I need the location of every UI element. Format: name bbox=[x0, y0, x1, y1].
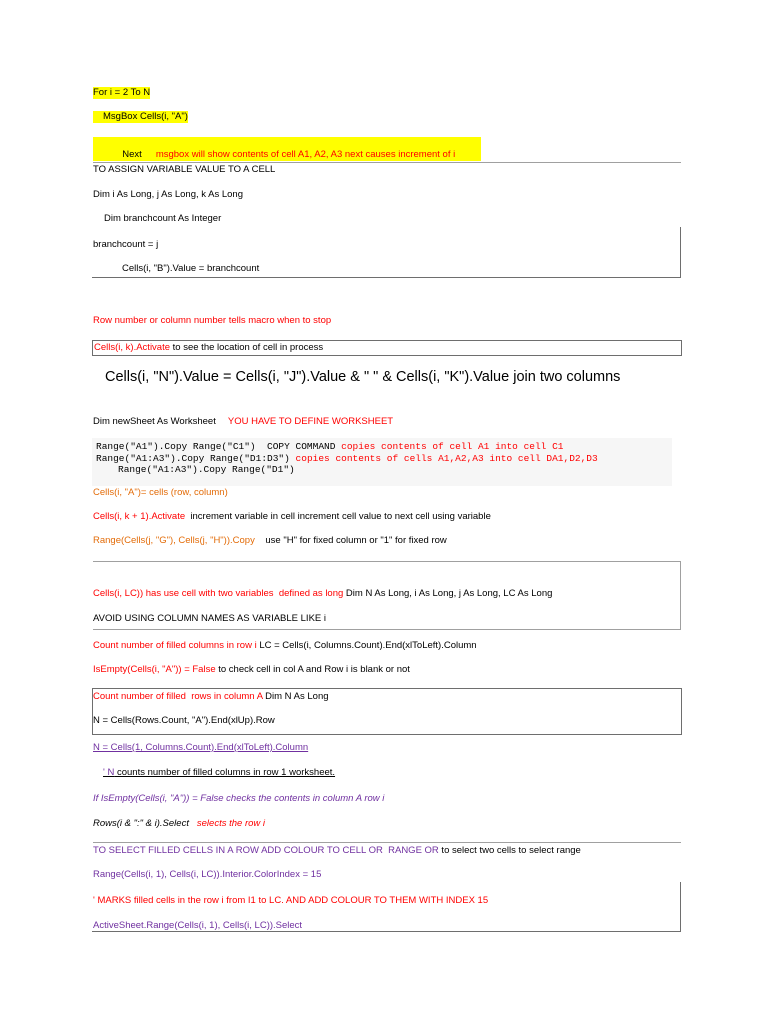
cells-value-line: Cells(i, "B").Value = branchcount bbox=[122, 263, 260, 274]
divider bbox=[93, 842, 681, 843]
cells-rowcol-line: Cells(i, "A")= cells (row, column) bbox=[93, 487, 228, 498]
count-rows-line bbox=[93, 691, 329, 703]
n-rows-line: N = Cells(Rows.Count, "A").End(xlUp).Row bbox=[93, 715, 275, 726]
comment-n-prefix: ' N bbox=[103, 767, 115, 778]
copy1-code: Range("A1").Copy Range("C1") COPY COMMAND bbox=[96, 441, 342, 452]
active-sheet-line: ActiveSheet.Range(Cells(i, 1), Cells(i, LC)).Select bbox=[93, 920, 303, 931]
divider bbox=[93, 629, 681, 630]
if-isempty-line: If IsEmpty(Cells(i, "A")) = False checks the contents in column A row i bbox=[93, 793, 385, 804]
count-rows-black: Dim N As Long bbox=[262, 691, 329, 702]
range-copy-line bbox=[93, 535, 447, 547]
isempty-red: IsEmpty(Cells(i, "A")) = False bbox=[93, 664, 216, 675]
next-line bbox=[93, 137, 481, 161]
activate-code: Cells(i, k).Activate bbox=[94, 342, 171, 353]
row-number-note: Row number or column number tells macro when to stop bbox=[93, 315, 332, 326]
comment-n-line bbox=[93, 767, 335, 779]
divider bbox=[93, 162, 681, 163]
define-ws-note: YOU HAVE TO DEFINE WORKSHEET bbox=[227, 416, 394, 427]
copy3-line: Range("A1:A3").Copy Range("D1") bbox=[118, 464, 295, 475]
branch-eq-line: branchcount = j bbox=[93, 239, 159, 250]
marks-note-line: ' MARKS filled cells in the row i from I1 to LC. AND ADD COLOUR TO THEM WITH INDEX 15 bbox=[93, 895, 489, 906]
select-filled-line bbox=[93, 845, 581, 857]
increment-note: increment variable in cell increment cell value to next cell using variable bbox=[185, 511, 491, 522]
dim-newsheet-line bbox=[93, 416, 393, 428]
range-interior-line: Range(Cells(i, 1), Cells(i, LC)).Interior.ColorIndex = 15 bbox=[93, 869, 322, 880]
rows-select-note: selects the row i bbox=[188, 818, 265, 829]
dim-ijk-line: Dim i As Long, j As Long, k As Long bbox=[93, 189, 243, 200]
next-note: msgbox will show contents of cell A1, A2, A3 next causes increment of i bbox=[155, 149, 456, 160]
copy2-code: Range("A1:A3").Copy Range("D1:D3") bbox=[96, 453, 296, 464]
select-filled-black: to select two cells to select range bbox=[438, 845, 581, 856]
increment-line bbox=[93, 511, 491, 523]
for-loop-line: For i = 2 To N bbox=[93, 87, 151, 98]
join-columns-line: Cells(i, "N").Value = Cells(i, "J").Value & " " & Cells(i, "K").Value join two columns bbox=[105, 369, 621, 385]
divider bbox=[680, 561, 681, 630]
copy1-note: copies contents of cell A1 into cell C1 bbox=[341, 441, 564, 452]
activate-note: to see the location of cell in process bbox=[170, 342, 324, 353]
count-cols-red: Count number of filled columns in row i bbox=[93, 640, 257, 651]
two-vars-line bbox=[93, 588, 552, 600]
dim-branch-line: Dim branchcount As Integer bbox=[104, 213, 222, 224]
activate-line bbox=[94, 342, 323, 354]
isempty-line bbox=[93, 664, 410, 676]
two-vars-red: Cells(i, LC)) has use cell with two variables defined as long bbox=[93, 588, 344, 599]
count-cols-black: LC = Cells(i, Columns.Count).End(xlToLeft).Column bbox=[256, 640, 477, 651]
next-keyword: Next bbox=[122, 149, 142, 160]
two-vars-black: Dim N As Long, i As Long, j As Long, LC As Long bbox=[343, 588, 553, 599]
assign-heading: TO ASSIGN VARIABLE VALUE TO A CELL bbox=[93, 164, 276, 175]
range-copy-code: Range(Cells(j, "G"), Cells(j, "H")).Copy bbox=[93, 535, 255, 546]
select-filled-purple: TO SELECT FILLED CELLS IN A ROW ADD COLOUR TO CELL OR RANGE OR bbox=[93, 845, 439, 856]
comment-n-text: counts number of filled columns in row 1 worksheet. bbox=[114, 767, 336, 778]
increment-code: Cells(i, k + 1).Activate bbox=[93, 511, 186, 522]
isempty-black: to check cell in col A and Row i is blank or not bbox=[215, 664, 410, 675]
copy1-line bbox=[96, 441, 563, 453]
rows-select-code: Rows(i & ":" & i).Select bbox=[93, 818, 189, 829]
n-cols-row1-line: N = Cells(1, Columns.Count).End(xlToLeft).Column bbox=[93, 742, 309, 753]
avoid-names-line: AVOID USING COLUMN NAMES AS VARIABLE LIKE i bbox=[93, 613, 326, 624]
count-rows-red: Count number of filled rows in column A bbox=[93, 691, 263, 702]
count-cols-line bbox=[93, 640, 477, 652]
copy2-note: copies contents of cells A1,A2,A3 into cell DA1,D2,D3 bbox=[295, 453, 598, 464]
range-copy-note: use "H" for fixed column or "1" for fixed row bbox=[254, 535, 447, 546]
rows-select-line bbox=[93, 818, 265, 830]
divider bbox=[93, 561, 681, 562]
dim-newsheet: Dim newSheet As Worksheet bbox=[93, 416, 216, 427]
msgbox-line: MsgBox Cells(i, "A") bbox=[93, 111, 188, 123]
